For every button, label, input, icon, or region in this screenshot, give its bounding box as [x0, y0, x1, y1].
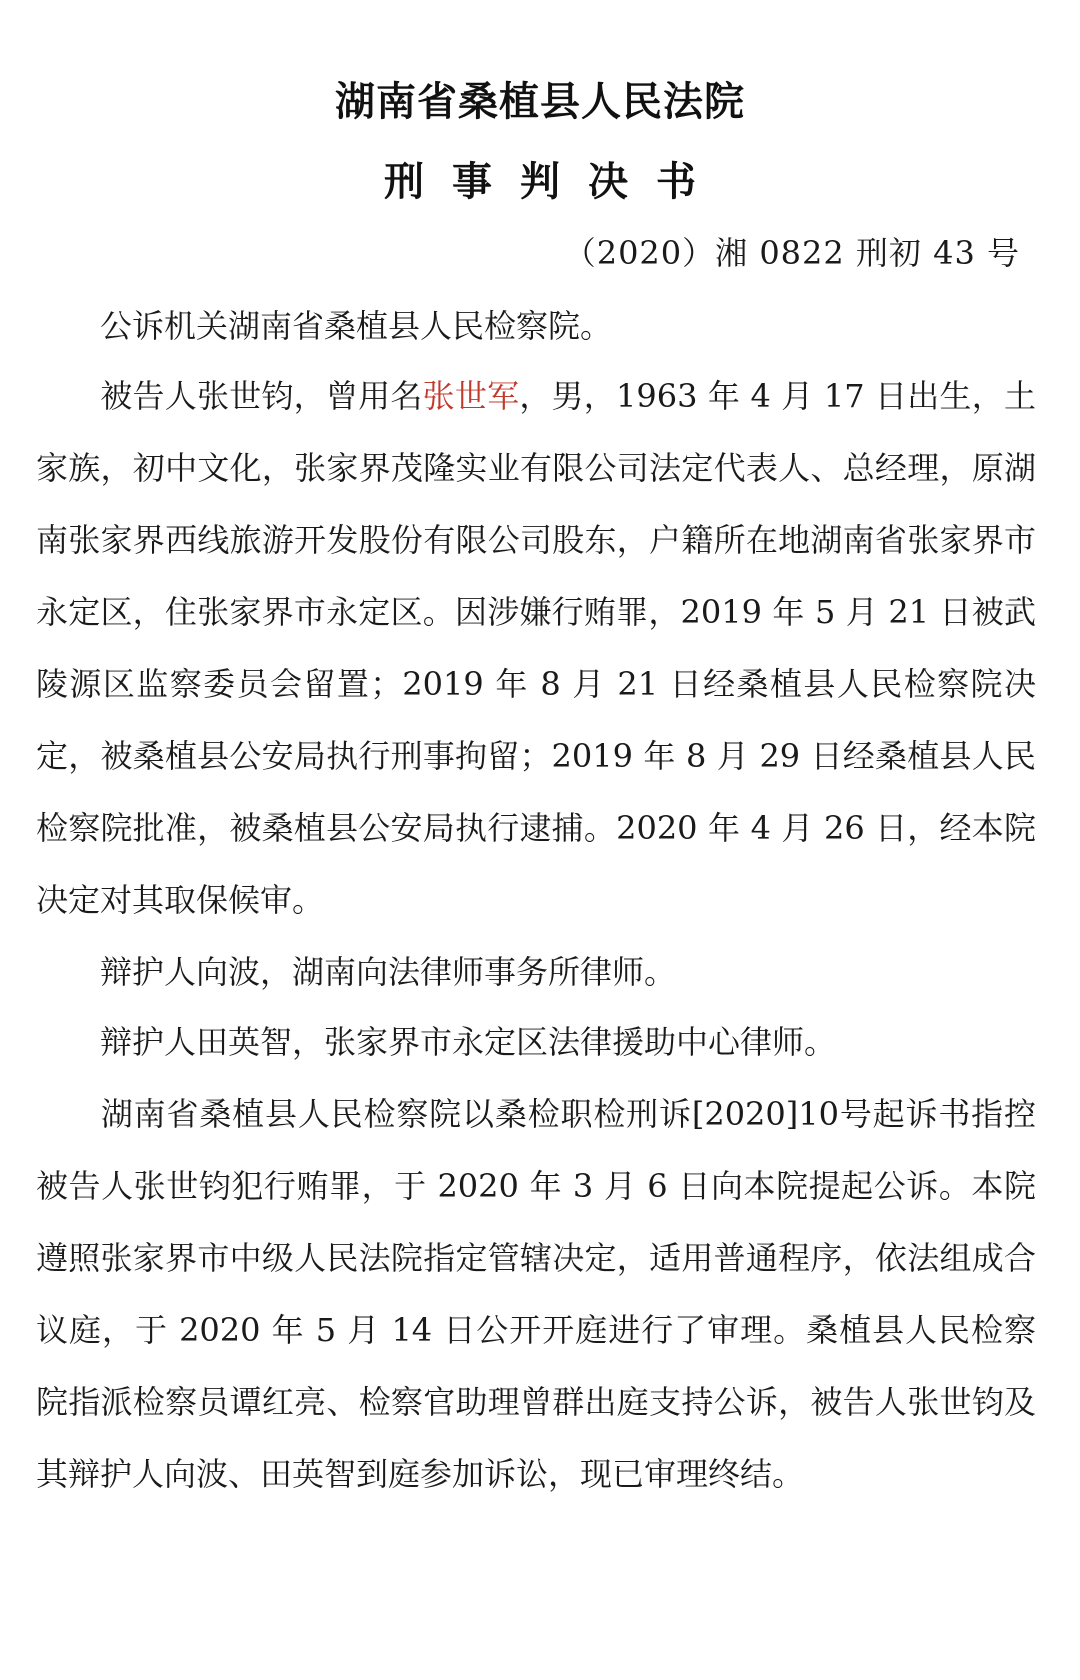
- defense-counsel-1-paragraph: [36, 936, 1036, 1008]
- defendant-intro: 被告人张世钧，曾用名: [100, 377, 423, 415]
- defendant-former-name: 张世军: [422, 377, 520, 415]
- prosecutor-paragraph: [36, 290, 1036, 362]
- defendant-paragraph: [36, 360, 1036, 936]
- proceedings-paragraph: [36, 1078, 1036, 1510]
- case-number: （2020）湘 0822 刑初 43 号: [563, 234, 1020, 272]
- document-type-heading: 刑事判决书: [384, 159, 724, 205]
- court-name-heading: 湖南省桑植县人民法院: [335, 79, 745, 125]
- prosecutor-text: 公诉机关湖南省桑植县人民检察院。: [100, 307, 613, 345]
- defendant-details: ，男，1963 年 4 月 17 日出生，土家族，初中文化，张家界茂隆实业有限公司法定代表人、总经理，原湖南张家界西线旅游开发股份有限公司股东，户籍所在地湖南省张家界市永定区，住张家界市永定区。因涉嫌行贿罪，2019 年 5 月 21 日被武陵源区监察委员会留置；2019 年 8 月 21 日经桑植县人民检察院决定，被桑植县公安局执行刑事拘留；2019 年 8 月 29 日经桑植县人民检察院批准，被桑植县公安局执行逮捕。2020 年 4 月 26 日，经本院决定对其取保候审。: [36, 377, 1036, 919]
- defense-counsel-1: 辩护人向波，湖南向法律师事务所律师。: [100, 953, 677, 991]
- proceedings-text: 湖南省桑植县人民检察院以桑检职检刑诉[2020]10号起诉书指控被告人张世钧犯行贿罪，于 2020 年 3 月 6 日向本院提起公诉。本院遵照张家界市中级人民法院指定管辖决定，适用普通程序，依法组成合议庭，于 2020 年 5 月 14 日公开开庭进行了审理。桑植县人民检察院指派检察员谭红亮、检察官助理曾群出庭支持公诉，被告人张世钧及其辩护人向波、田英智到庭参加诉讼，现已审理终结。: [36, 1095, 1036, 1493]
- defense-counsel-2: 辩护人田英智，张家界市永定区法律援助中心律师。: [100, 1023, 837, 1061]
- defense-counsel-2-paragraph: [36, 1006, 1036, 1078]
